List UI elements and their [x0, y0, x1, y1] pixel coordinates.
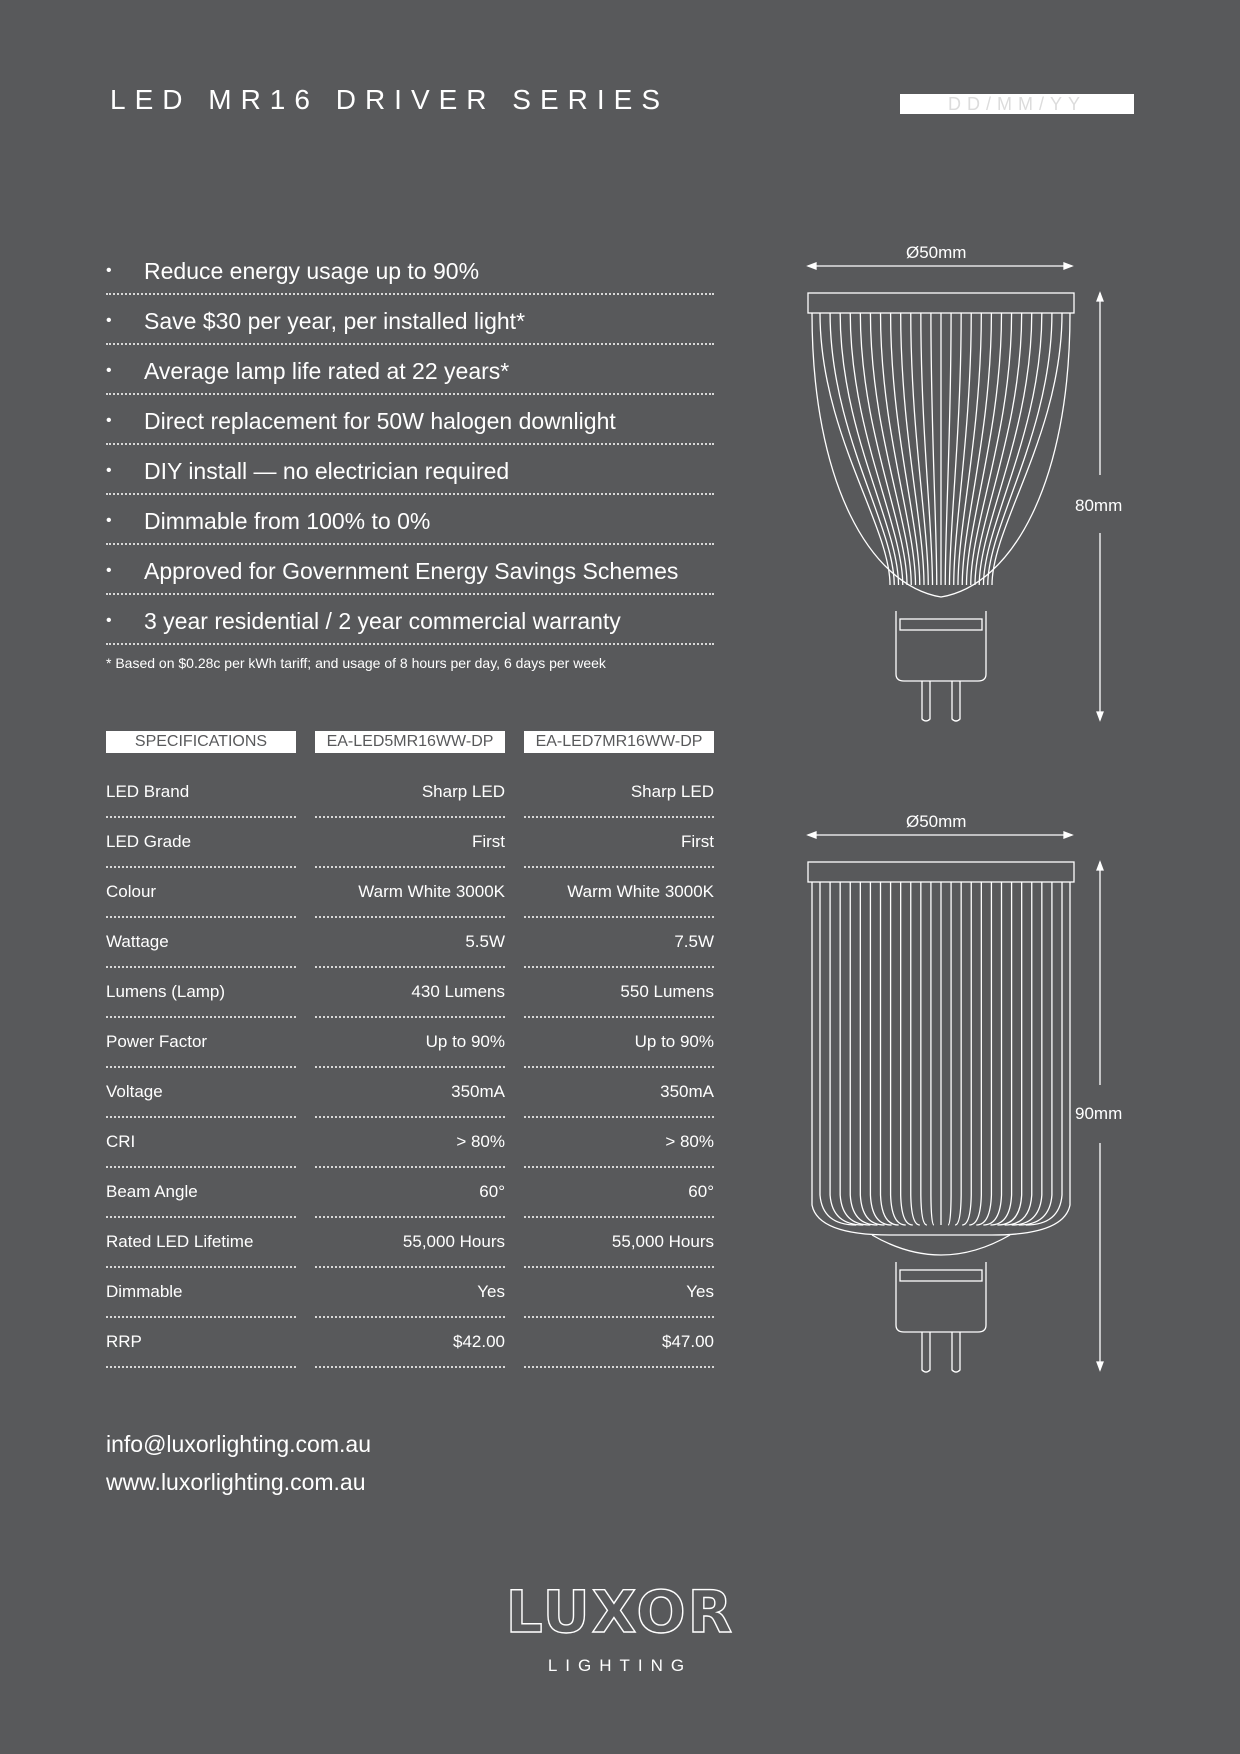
spec-row [106, 870, 714, 920]
heatsink-fin [962, 313, 991, 585]
heatsink-fin [931, 882, 934, 1225]
lamp-pin [922, 681, 930, 721]
luxor-wordmark [500, 1580, 740, 1640]
page-title: LED MR16 DRIVER SERIES [110, 84, 669, 115]
spec-label: Power Factor [106, 1032, 296, 1068]
spec-label: Wattage [106, 932, 296, 968]
spec-header-model-1: EA-LED5MR16WW-DP [315, 731, 505, 753]
spec-value-model-1: Sharp LED [315, 782, 505, 818]
bullet: • [106, 262, 112, 279]
spec-value-model-2: 60° [524, 1182, 714, 1218]
arrow-down-icon [1097, 1362, 1103, 1370]
spec-value-model-1: $42.00 [315, 1332, 505, 1368]
heatsink-fin [1019, 882, 1052, 1225]
feature-item [106, 595, 714, 645]
spec-label: Colour [106, 882, 296, 918]
logo-subtitle: LIGHTING [547, 1656, 693, 1675]
spec-row [106, 770, 714, 820]
spec-value-model-1: > 80% [315, 1132, 505, 1168]
arrow-right-icon [1064, 263, 1072, 269]
spec-value-model-1: 55,000 Hours [315, 1232, 505, 1268]
heatsink-fin [881, 882, 899, 1225]
height-label-1: 80mm [1075, 496, 1123, 515]
heatsink-fin [830, 882, 863, 1225]
feature-text: Approved for Government Energy Savings Schemes [144, 557, 679, 584]
footnote: * Based on $0.28c per kWh tariff; and usage of 8 hours per day, 6 days per week [106, 655, 606, 671]
feature-list [106, 245, 714, 645]
heatsink-fin [962, 882, 971, 1225]
lamp-base [896, 1262, 986, 1332]
spec-row [106, 1070, 714, 1120]
spec-value-model-2: 7.5W [524, 932, 714, 968]
feature-item [106, 445, 714, 495]
heatsink-fin [984, 313, 1042, 585]
lamp-outline [808, 832, 1103, 1372]
date-field[interactable]: DD/MM/YY [900, 94, 1134, 114]
arrow-up-icon [1097, 862, 1103, 870]
feature-text: 3 year residential / 2 year commercial warranty [144, 607, 621, 634]
spec-row [106, 1120, 714, 1170]
lamp-base [896, 611, 986, 681]
heatsink-fin [931, 313, 937, 585]
heatsink-fin [971, 313, 1012, 585]
spec-value-model-1: First [315, 832, 505, 868]
lamp-pin [952, 1332, 960, 1372]
heatsink-fin [870, 313, 911, 585]
contact-email[interactable]: info@luxorlighting.com.au [106, 1431, 371, 1457]
arrow-left-icon [808, 832, 816, 838]
spec-value-model-2: 350mA [524, 1082, 714, 1118]
heatsink-fin [948, 882, 951, 1225]
spec-row [106, 1220, 714, 1270]
heatsink-fin [850, 882, 877, 1225]
heatsink-fin [850, 313, 903, 585]
spec-value-model-2: Up to 90% [524, 1032, 714, 1068]
bullet: • [106, 312, 112, 329]
feature-item [106, 345, 714, 395]
spec-label: LED Brand [106, 782, 296, 818]
diameter-label-2: Ø50mm [906, 812, 967, 831]
spec-value-model-1: Yes [315, 1282, 505, 1318]
spec-header-label: SPECIFICATIONS [106, 731, 296, 753]
spec-label: Voltage [106, 1082, 296, 1118]
heatsink-fin [1005, 882, 1032, 1225]
spec-value-model-1: 350mA [315, 1082, 505, 1118]
height-label-2: 90mm [1075, 1104, 1123, 1123]
spec-row [106, 1270, 714, 1320]
heatsink-fin [1012, 882, 1042, 1225]
feature-item [106, 395, 714, 445]
contact-website[interactable]: www.luxorlighting.com.au [106, 1469, 366, 1495]
feature-text: Save $30 per year, per installed light* [144, 307, 526, 334]
lamp-diagram-90mm [800, 825, 1123, 1375]
feature-text: Dimmable from 100% to 0% [144, 507, 431, 534]
heatsink-fin [911, 882, 920, 1225]
base-band [900, 1270, 982, 1281]
feature-text: DIY install — no electrician required [144, 457, 510, 484]
bullet: • [106, 612, 112, 629]
spec-value-model-2: First [524, 832, 714, 868]
arrow-right-icon [1064, 832, 1072, 838]
bullet: • [106, 562, 112, 579]
spec-label: Beam Angle [106, 1182, 296, 1218]
heatsink-fin [983, 882, 1001, 1225]
spec-header-model-2: EA-LED7MR16WW-DP [524, 731, 714, 753]
spec-value-model-2: > 80% [524, 1132, 714, 1168]
heatsink-fin [921, 882, 927, 1225]
feature-item [106, 295, 714, 345]
spec-label: LED Grade [106, 832, 296, 868]
spec-row [106, 820, 714, 870]
heatsink-fin [891, 882, 906, 1225]
spec-row [106, 1170, 714, 1220]
spec-label: Lumens (Lamp) [106, 982, 296, 1018]
lamp-neck [872, 1235, 1010, 1255]
lamp-rim [808, 862, 1074, 882]
spec-value-model-2: Sharp LED [524, 782, 714, 818]
lamp-rim [808, 293, 1074, 313]
spec-value-model-2: Yes [524, 1282, 714, 1318]
feature-item [106, 245, 714, 295]
spec-row [106, 1320, 714, 1370]
spec-value-model-1: 60° [315, 1182, 505, 1218]
feature-item [106, 545, 714, 595]
lamp-outline [808, 263, 1103, 721]
spec-value-model-2: 550 Lumens [524, 982, 714, 1018]
spec-label: Rated LED Lifetime [106, 1232, 296, 1268]
feature-item [106, 495, 714, 545]
contact-block [106, 1425, 371, 1501]
lamp-pin [922, 1332, 930, 1372]
spec-table [106, 770, 714, 1370]
heatsink-fin [840, 882, 870, 1225]
spec-row [106, 1020, 714, 1070]
spec-row [106, 920, 714, 970]
heatsink-fin [979, 313, 1032, 585]
heatsink-fin [945, 313, 951, 585]
spec-label: RRP [106, 1332, 296, 1368]
arrow-down-icon [1097, 712, 1103, 720]
spec-value-model-2: 55,000 Hours [524, 1232, 714, 1268]
spec-value-model-1: 5.5W [315, 932, 505, 968]
feature-text: Reduce energy usage up to 90% [144, 257, 480, 284]
bullet: • [106, 362, 112, 379]
heatsink-fin [976, 882, 991, 1225]
spec-row [106, 970, 714, 1020]
heatsink-fin [891, 313, 920, 585]
bullet: • [106, 462, 112, 479]
spec-value-model-2: $47.00 [524, 1332, 714, 1368]
arrow-left-icon [808, 263, 816, 269]
heatsink-fin [840, 313, 898, 585]
arrow-up-icon [1097, 293, 1103, 301]
spec-value-model-2: Warm White 3000K [524, 882, 714, 918]
lamp-diagram-80mm [800, 255, 1123, 725]
spec-value-model-1: Warm White 3000K [315, 882, 505, 918]
feature-text: Direct replacement for 50W halogen downlight [144, 407, 616, 434]
lamp-pin [952, 681, 960, 721]
bullet: • [106, 412, 112, 429]
spec-label: Dimmable [106, 1282, 296, 1318]
spec-label: CRI [106, 1132, 296, 1168]
svg-text:LUXOR: LUXOR [505, 1580, 735, 1640]
heatsink-fin [955, 882, 961, 1225]
luxor-logo [500, 1580, 740, 1644]
spec-value-model-1: 430 Lumens [315, 982, 505, 1018]
diameter-label-1: Ø50mm [906, 243, 967, 262]
feature-text: Average lamp life rated at 22 years* [144, 357, 510, 384]
spec-value-model-1: Up to 90% [315, 1032, 505, 1068]
base-band [900, 619, 982, 630]
bullet: • [106, 512, 112, 529]
